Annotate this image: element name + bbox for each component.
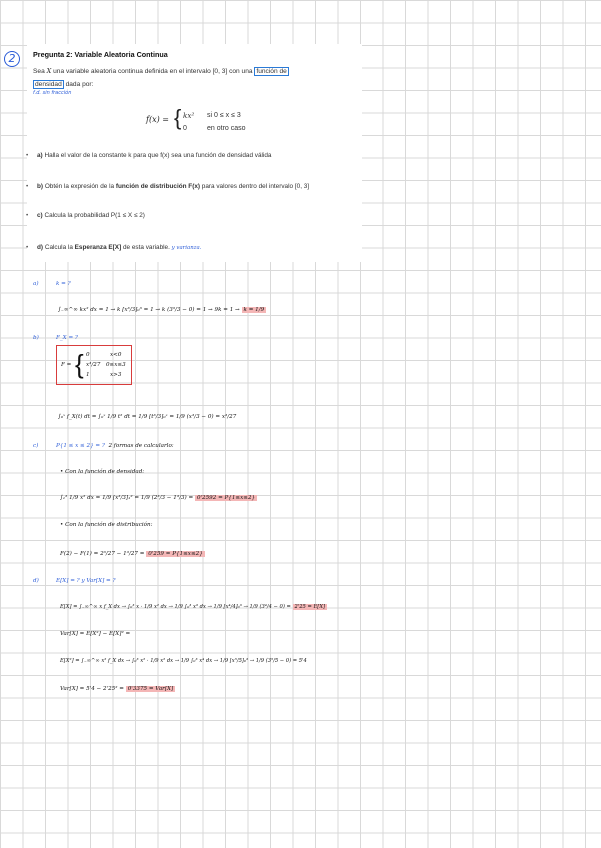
item-a: • a) Halla el valor de la constante k para que f(x) sea una función de densidad válida	[37, 151, 357, 160]
formula-case1-cond: si 0 ≤ x ≤ 3	[207, 112, 241, 119]
answer-c-method2-work: F(2) − F(1) = 2³/27 − 1³/27 = 0'259 = P{1≤x≤2}	[60, 551, 203, 557]
answer-b-brace: {	[75, 349, 84, 379]
answer-b-cond-3: x>3	[110, 372, 122, 378]
answer-c-method1: • Con la función de densidad:	[60, 469, 145, 475]
formula-brace: {	[174, 105, 182, 130]
handwritten-note: f.d. sin fracción	[33, 90, 72, 96]
answer-b-work: ∫₀ˣ f_X(t) dt = ∫₀ˣ 1/9 t² dt = 1/9 [t³/3]₀ˣ = 1/9 (x³/3 − 0) = x³/27	[58, 414, 237, 420]
answer-a-result: k = 1/9	[243, 307, 265, 313]
answer-d-variance-result: 0'3375 = Var[X]	[127, 686, 174, 692]
highlight-function: función de	[256, 68, 287, 75]
formula-case2-expr: 0	[183, 125, 187, 132]
answer-b-cond-2: 0≤x≤3	[106, 362, 126, 368]
question-number-circle: 2	[4, 51, 20, 67]
answer-b-goal: F_X = ?	[56, 335, 78, 341]
question-intro-line2: densidad dada por:	[35, 81, 94, 88]
answer-a-label: a)	[33, 281, 39, 287]
answer-b-cond-1: x<0	[110, 352, 122, 358]
highlight-density: densidad	[35, 81, 62, 88]
answer-d-expectation-work: E[X] = ∫₋∞^∞ x f_X dx → ∫₀³ x · 1/9 x² dx → 1/9 ∫₀³ x³ dx → 1/9 [x⁴/4]₀³ → 1/9 (3⁴/4 − 0) = 2'25 = E[X]	[60, 604, 326, 610]
answer-b-F: F =	[61, 362, 72, 368]
answer-c-method1-work: ∫₁² 1/9 x² dx = 1/9 [x³/3]₁² = 1/9 (2³/3 − 1³/3) = 0'2592 = P{1≤x≤2}	[60, 495, 256, 501]
formula-case1-expr: kx²	[183, 111, 195, 120]
formula-case2-cond: en otro caso	[207, 125, 246, 132]
answer-c-method1-result: 0'2592 = P{1≤x≤2}	[196, 495, 256, 501]
answer-d-expectation-result: 2'25 = E[X]	[294, 604, 326, 610]
answer-d-second-moment-work: E[X²] = ∫₋∞^∞ x² f_X dx → ∫₀³ x² · 1/9 x² dx → 1/9 ∫₀³ x⁴ dx → 1/9 [x⁵/5]₀³ → 1/9 (3⁵/5 − 0) = 5'4	[60, 658, 307, 664]
answer-b-case-2: x³/27	[86, 362, 101, 368]
answer-b-case-1: 0	[86, 352, 90, 358]
answer-a-work: ∫₋∞^∞ kx² dx = 1 → k [x³/3]₀³ = 1 → k (3³/3 − 0) = 1 → 9k = 1 → k = 1/9	[58, 307, 265, 313]
item-b: • b) Obtén la expresión de la función de distribución F(x) para valores dentro del intervalo [0, 3]	[37, 182, 357, 191]
item-c: • c) Calcula la probabilidad P(1 ≤ X ≤ 2)	[37, 211, 357, 220]
answer-a-goal: k = ?	[56, 281, 71, 287]
answer-b-case-3: 1	[86, 372, 90, 378]
answer-c-label: c)	[33, 443, 39, 449]
answer-d-variance-work: Var[X] = 5'4 − 2'25² = 0'3375 = Var[X]	[60, 686, 174, 692]
answer-c-method2: • Con la función de distribución:	[60, 522, 153, 528]
question-intro: Sea X una variable aleatoria continua definida en el intervalo [0, 3] con una función de	[33, 67, 287, 75]
answer-d-goal: E[X] = ? y Var[X] = ?	[56, 578, 116, 584]
answer-c-method2-result: 0'259 = P{1≤x≤2}	[148, 551, 203, 557]
answer-d-label: d)	[33, 578, 39, 584]
density-formula-lhs: f(x) =	[146, 115, 169, 124]
answer-c-goal-line: P{1 ≤ x ≤ 2} = ? 2 formas de calcularlo:	[56, 443, 174, 449]
handwritten-varianza: y varianza.	[171, 245, 202, 251]
item-d: • d) Calcula la Esperanza E[X] de esta variable. y varianza.	[37, 243, 357, 253]
answer-b-label: b)	[33, 335, 39, 341]
answer-d-var-formula: Var[X] = E[X²] − E[X]² =	[60, 631, 131, 637]
question-title: Pregunta 2: Variable Aleatoria Continua	[33, 50, 168, 59]
